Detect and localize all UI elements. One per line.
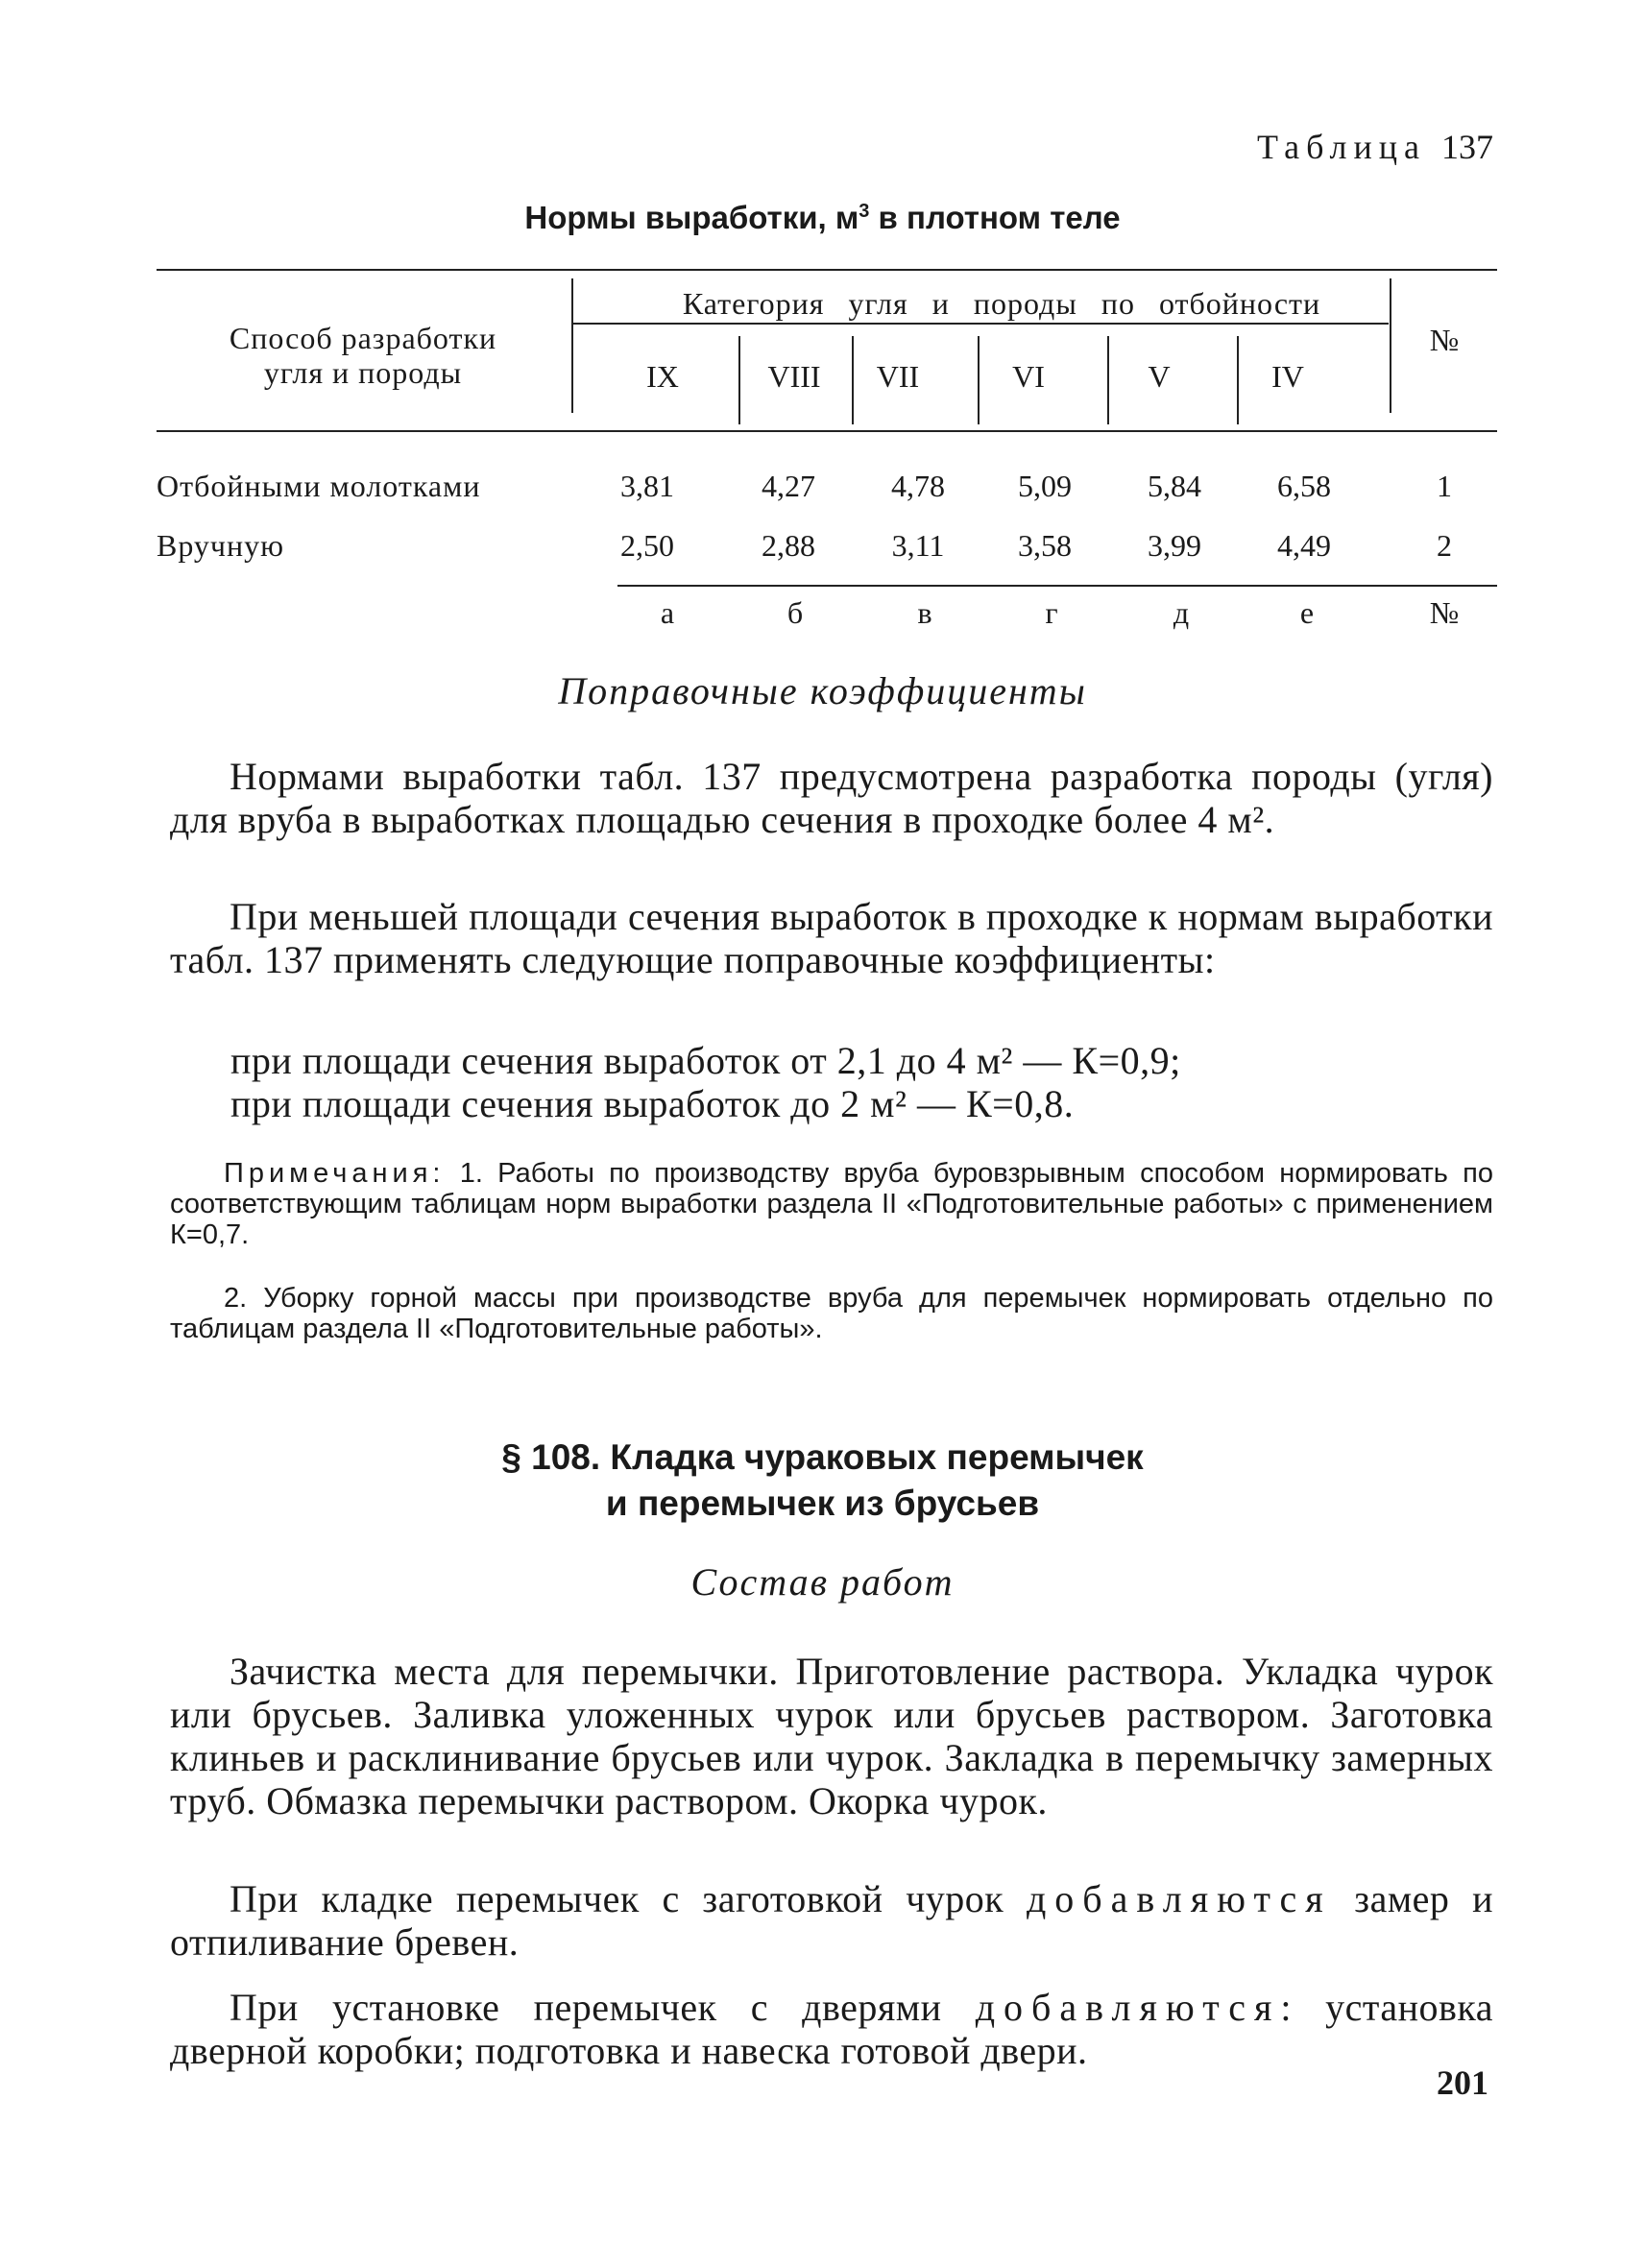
row-label: Вручную	[157, 528, 285, 563]
method-header	[157, 321, 569, 390]
table-title-suffix: в плотном теле	[869, 200, 1121, 235]
header-divider-left	[571, 278, 573, 413]
table-cell: 2,50	[620, 528, 674, 563]
category-iv: IV	[1271, 359, 1304, 394]
col-divider-5	[1237, 336, 1239, 424]
col-divider-3	[978, 336, 980, 424]
row-label: Отбойными молотками	[157, 469, 481, 503]
norms-table	[157, 265, 1497, 659]
table-label-number: 137	[1441, 128, 1493, 166]
table-cell: 4,27	[762, 469, 815, 503]
category-v: V	[1148, 359, 1171, 394]
formula-line-2: при площади сечения выработок до 2 м² — К=0,8.	[230, 1082, 1075, 1125]
table-cell: 4,49	[1277, 528, 1331, 563]
table-title	[0, 200, 1645, 236]
table-cell: 6,58	[1277, 469, 1331, 503]
table-cell: 3,58	[1018, 528, 1072, 563]
row-number: 2	[1437, 528, 1452, 563]
note-1-text: 1. Работы по производству вруба буровзрывным способом нормировать по соответствующим таблицам норм выработки раздела II «Подготовительные работы» с применением К=0,7.	[170, 1158, 1493, 1250]
table-cell: 3,99	[1148, 528, 1201, 563]
paragraph-5-start: При установке перемычек с дверями	[230, 1986, 976, 2029]
table-cell: 2,88	[762, 528, 815, 563]
work-heading: Состав работ	[690, 1560, 955, 1604]
column-letter: е	[1299, 595, 1315, 630]
paragraph-5	[170, 1986, 1493, 2072]
paragraph-4-start: При кладке перемычек с заготовкой чурок	[230, 1877, 1027, 1920]
note-2-text: 2. Уборку горной массы при производстве вруба для перемычек нормировать отдельно по таблицам раздела II «Подготовительные работы».	[170, 1283, 1493, 1344]
number-header: №	[1429, 323, 1460, 357]
correction-heading: Поправочные коэффициенты	[558, 669, 1087, 712]
section-heading	[0, 1435, 1645, 1527]
column-letter: а	[660, 595, 675, 630]
table-cell: 5,84	[1148, 469, 1201, 503]
method-header-line1: Способ разработки	[229, 321, 497, 355]
table-cell: 3,11	[891, 528, 945, 563]
category-vii: VII	[876, 359, 920, 394]
page-number: 201	[1437, 2063, 1488, 2102]
section-heading-line2: и перемычек из брусьев	[605, 1484, 1040, 1523]
table-cell: 3,81	[620, 469, 674, 503]
category-header: Категория угля и породы по отбойности	[682, 286, 1321, 321]
method-header-line2: угля и породы	[263, 355, 463, 390]
paragraph-2-text: При меньшей площади сечения выработок в проходке к нормам выработки табл. 137 применять следующие поправочные коэффициенты:	[170, 895, 1493, 981]
paragraph-4-spaced: добавляются	[1026, 1877, 1332, 1920]
column-letter: в	[917, 595, 932, 630]
paragraph-3-text: Зачистка места для перемычки. Приготовление раствора. Укладка чурок или брусьев. Заливка уложенных чурок или брусьев раствором. Заготовка клиньев и расклинивание брусьев или чурок. Закладка в перемычку замерных труб. Обмазка перемычки раствором. Окорка чурок.	[170, 1650, 1493, 1822]
table-cell: 4,78	[891, 469, 945, 503]
table-label	[1257, 127, 1493, 167]
table-bottom-rule	[617, 585, 1497, 587]
row-number: 1	[1437, 469, 1452, 503]
section-heading-line1: § 108. Кладка чураковых перемычек	[501, 1437, 1144, 1477]
table-title-sup: 3	[859, 201, 870, 222]
table-cell: 5,09	[1018, 469, 1072, 503]
category-underline	[572, 323, 1389, 325]
formula-line-1: при площади сечения выработок от 2,1 до 4 м² — К=0,9;	[230, 1039, 1181, 1082]
paragraph-5-end: : установка дверной коробки; подготовка и навеска готовой двери.	[170, 1986, 1493, 2072]
paragraph-1	[170, 755, 1493, 841]
table-label-word: Таблица	[1257, 128, 1426, 166]
table-title-text: Нормы выработки, м	[524, 200, 859, 235]
col-divider-4	[1107, 336, 1109, 424]
paragraph-2	[170, 895, 1493, 981]
paragraph-5-spaced: добавляются	[975, 1986, 1281, 2029]
category-ix: IX	[646, 359, 679, 394]
category-viii: VIII	[767, 359, 821, 394]
paragraph-4	[170, 1877, 1493, 1964]
paragraph-1-text: Нормами выработки табл. 137 предусмотрена разработка породы (угля) для вруба в выработках площадью сечения в проходке более 4 м².	[170, 755, 1493, 841]
column-letter-number: №	[1429, 595, 1460, 630]
table-top-rule	[157, 269, 1497, 271]
col-divider-1	[738, 336, 740, 424]
note-2	[170, 1283, 1493, 1344]
column-letter: г	[1045, 595, 1058, 630]
col-divider-2	[852, 336, 854, 424]
column-letter: б	[786, 595, 804, 630]
note-1	[170, 1158, 1493, 1250]
category-vi: VI	[1012, 359, 1045, 394]
paragraph-3	[170, 1650, 1493, 1822]
column-letter: д	[1173, 595, 1190, 630]
note-title: Примечания:	[224, 1158, 446, 1189]
header-bottom-rule	[157, 430, 1497, 432]
paragraph-4-end: замер и отпиливание бревен.	[170, 1877, 1494, 1964]
